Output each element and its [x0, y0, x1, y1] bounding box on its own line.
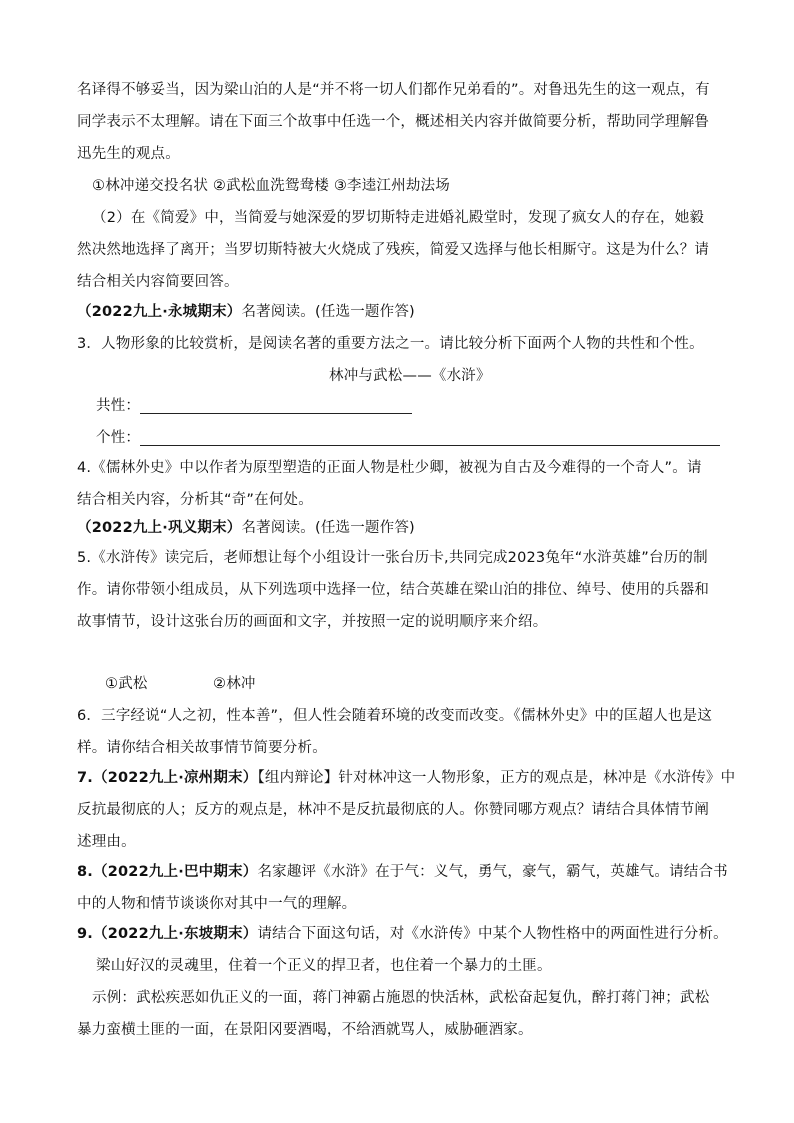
text-line: 样。请你结合相关故事情节简要分析。 [77, 740, 327, 756]
question-2-text: （2）在《简爱》中，当简爱与她深爱的罗切斯特走进婚礼殿堂时，发现了疯女人的存在，她毅 [92, 210, 705, 226]
section-header [77, 302, 415, 322]
question-8 [77, 862, 728, 882]
text-line: 结合相关内容简要回答。 [77, 274, 239, 290]
question-text: 请结合下面这句话，对《水浒传》中某个人物性格中的两面性进行分析。 [257, 926, 728, 942]
text-line: 反抗最彻底的人；反方的观点是，林冲不是反抗最彻底的人。你赞同哪方观点？请结合具体情节阐 [77, 802, 710, 818]
answer-blank[interactable] [140, 431, 720, 446]
question-text: 名家趣评《水浒》在于气：义气，勇气，豪气，霸气，英雄气。请结合书 [257, 864, 728, 880]
text-line: 名译得不够妥当，因为梁山泊的人是“并不将一切人们都作兄弟看的”。对鲁迅先生的这一观点，有 [77, 82, 710, 98]
question-4: 4.《儒林外史》中以作者为原型塑造的正面人物是杜少卿，被视为自古及今难得的一个奇人”。请 [77, 460, 702, 476]
option-wusong: ①武松 [105, 676, 148, 692]
question-number: 9. [77, 926, 93, 942]
question-6: 6．三字经说“人之初，性本善”，但人性会随着环境的改变而改变。《儒林外史》中的匡超人也是这 [77, 708, 712, 724]
question-number: 8. [77, 864, 93, 880]
source-tag: （2022九上·巴中期末） [93, 864, 258, 880]
text-line: 迅先生的观点。 [77, 146, 180, 162]
source-tag: （2022九上·凉州期末） [93, 770, 258, 786]
answer-blank[interactable] [140, 399, 412, 414]
text-line: 同学表示不太理解。请在下面三个故事中任选一个，概述相关内容并做简要分析，帮助同学理解鲁 [77, 114, 710, 130]
source-tag: （2022九上·巩义期末） [77, 520, 242, 536]
text-line: 然决然地选择了离开；当罗切斯特被大火烧成了残疾，简爱又选择与他长相厮守。这是为什么？请 [77, 242, 710, 258]
subtitle: 林冲与武松——《水浒》 [329, 368, 491, 384]
commonality-label: 共性： [96, 398, 141, 414]
quote: 梁山好汉的灵魂里，住着一个正义的捍卫者，也住着一个暴力的土匪。 [96, 958, 552, 974]
text-line: 故事情节，设计这张台历的画面和文字，并按照一定的说明顺序来介绍。 [77, 614, 548, 630]
text-line: 作。请你带领小组成员，从下列选项中选择一位，结合英雄在梁山泊的排位、绰号、使用的兵器和 [77, 582, 710, 598]
question-5: 5.《水浒传》读完后，老师想让每个小组设计一张台历卡,共同完成2023兔年“水浒英雄”台历的制 [77, 550, 708, 566]
option-linchong: ②林冲 [213, 676, 256, 692]
individuality-label: 个性： [96, 430, 141, 446]
text-line: 结合相关内容，分析其“奇”在何处。 [77, 492, 313, 508]
section-header [77, 518, 415, 538]
question-9 [77, 924, 728, 944]
section-instruction: 名著阅读。(任选一题作答) [241, 520, 415, 536]
source-tag: （2022九上·东坡期末） [93, 926, 258, 942]
question-3: 3．人物形象的比较赏析，是阅读名著的重要方法之一。请比较分析下面两个人物的共性和个性。 [77, 336, 704, 352]
example: 示例：武松疾恶如仇正义的一面，蒋门神霸占施恩的快活林，武松奋起复仇，醉打蒋门神；武松 [92, 990, 710, 1006]
question-text: 【组内辩论】针对林冲这一人物形象，正方的观点是，林冲是《水浒传》中 [257, 770, 736, 786]
section-instruction: 名著阅读。(任选一题作答) [241, 304, 415, 320]
text-line: 暴力蛮横土匪的一面，在景阳冈要酒喝，不给酒就骂人，威胁砸酒家。 [77, 1022, 533, 1038]
individuality-row [96, 428, 720, 448]
commonality-row [96, 396, 412, 416]
question-7 [77, 768, 735, 788]
text-line: 中的人物和情节谈谈你对其中一气的理解。 [77, 896, 357, 912]
text-line: 述理由。 [77, 834, 136, 850]
story-options: ①林冲递交投名状 ②武松血洗鸳鸯楼 ③李逵江州劫法场 [92, 178, 450, 194]
question-number: 7. [77, 770, 93, 786]
source-tag: （2022九上·永城期末） [77, 304, 242, 320]
